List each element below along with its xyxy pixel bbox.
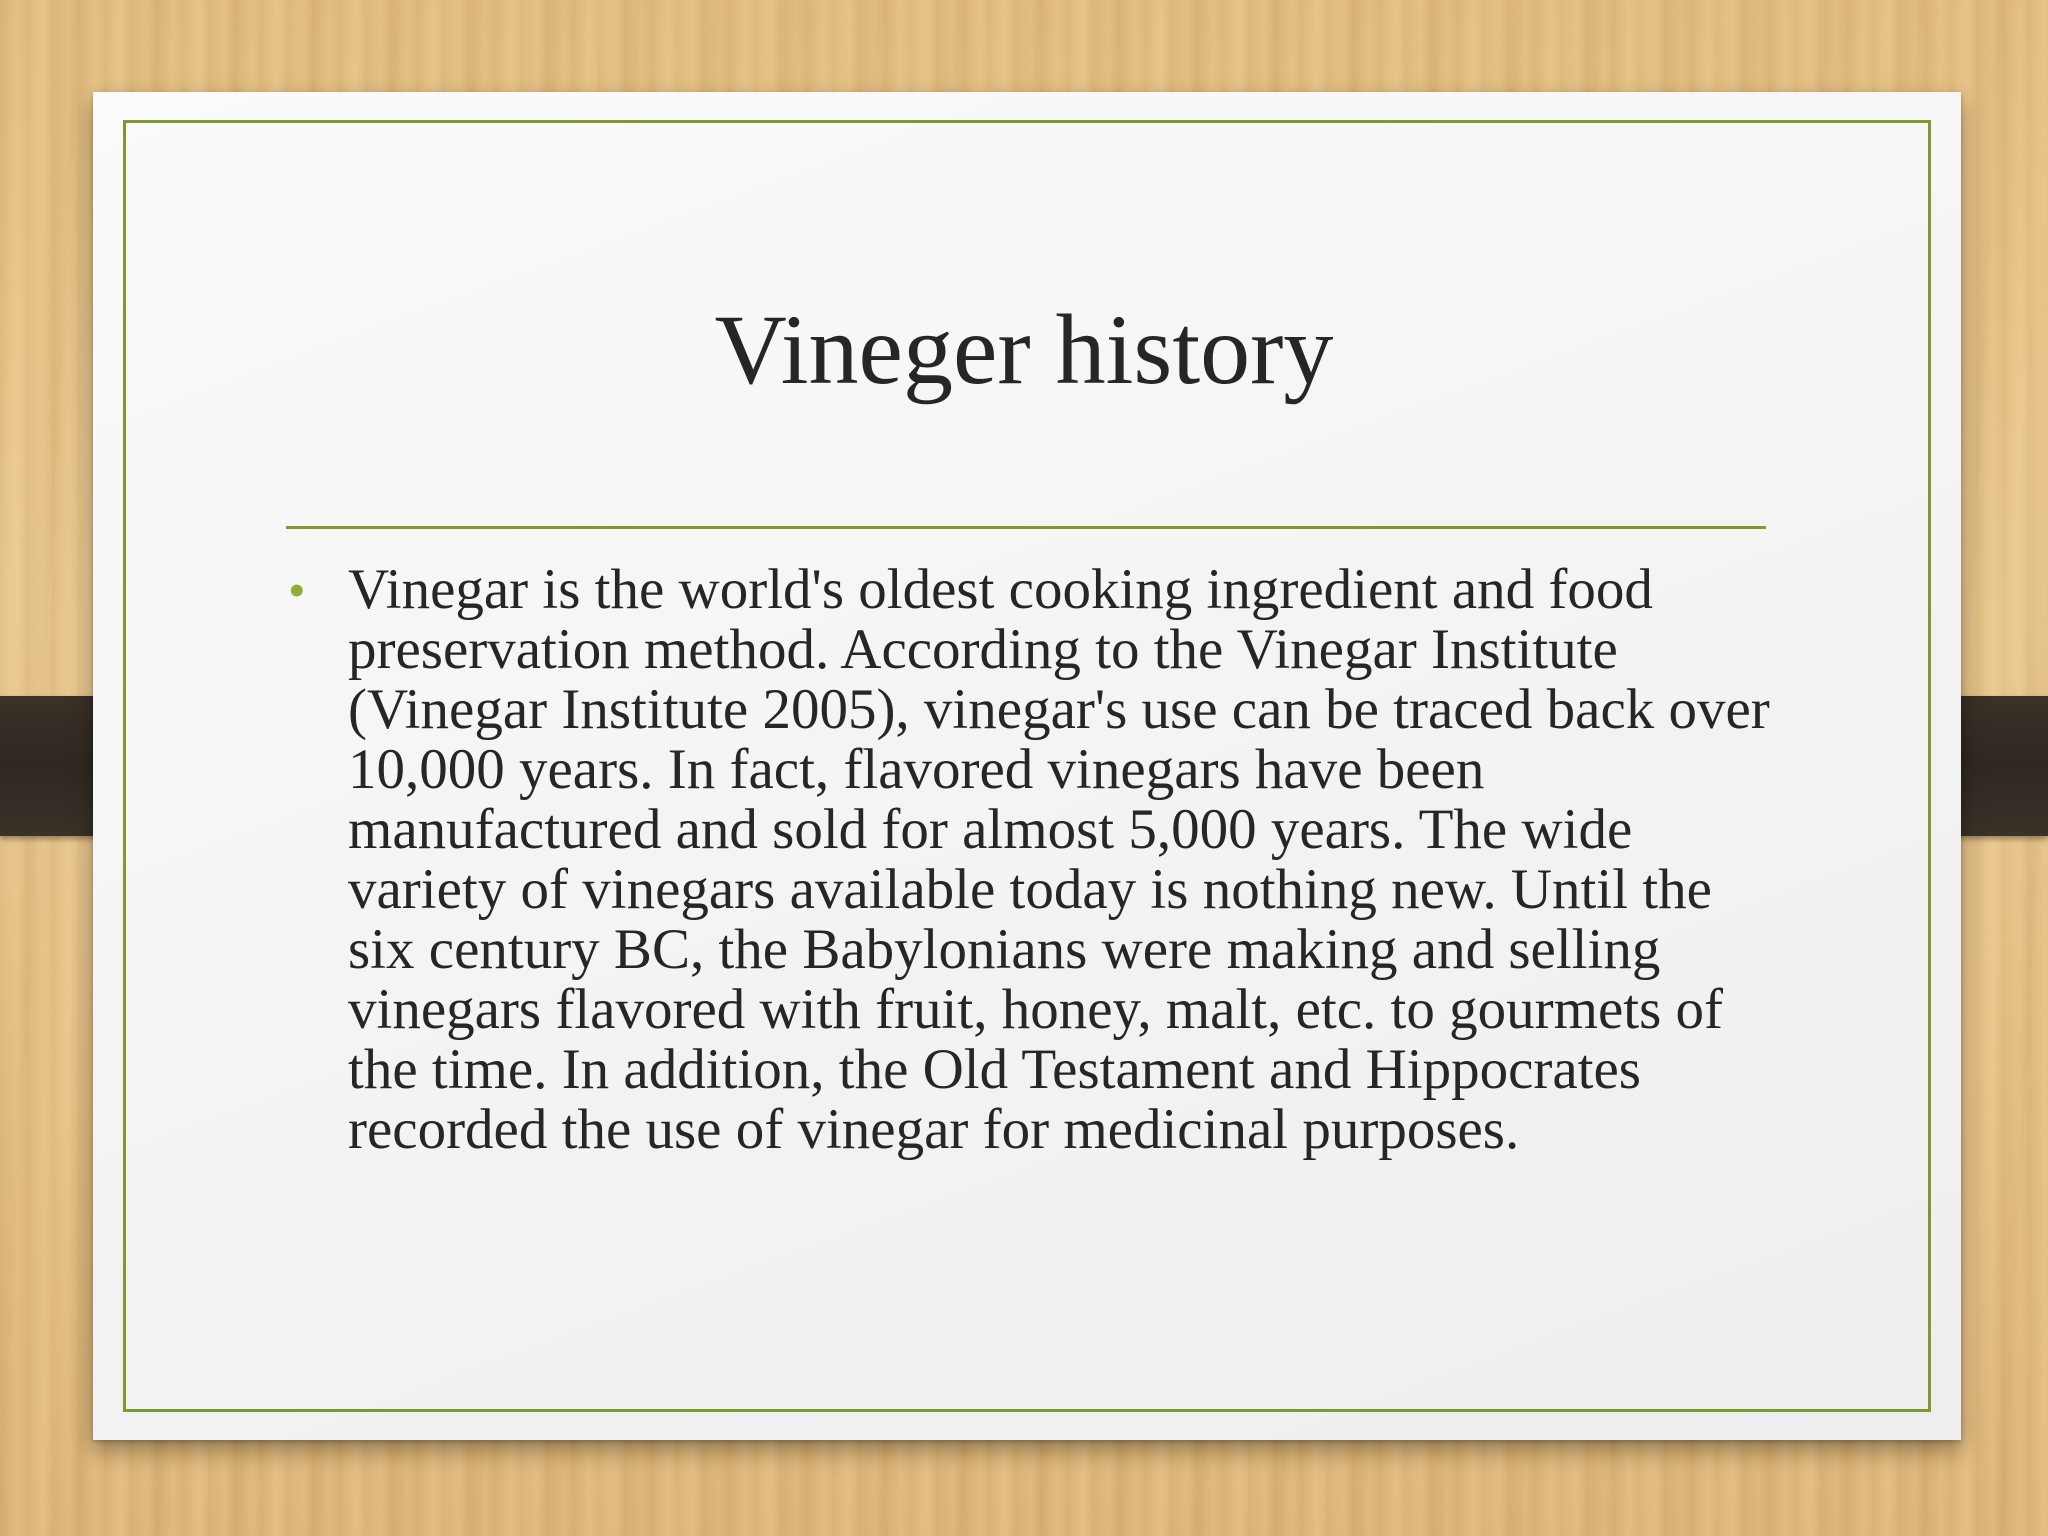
- title-divider: [286, 526, 1766, 529]
- bullet-marker: •: [288, 562, 306, 618]
- bullet-item: [286, 560, 1776, 1160]
- bullet-text: Vinegar is the world's oldest cooking ingredient and food preservation method. According to the Vinegar Institute (Vinegar Institute 2005), vinegar's use can be traced back over 10,000 years. In fact, flavored vinegars have been manufactured and sold for almost 5,000 years. The wide variety of vinegars available today is nothing new. Until the six century BC, the Babylonians were making and selling vinegars flavored with fruit, honey, malt, etc. to gourmets of the time. In addition, the Old Testament and Hippocrates recorded the use of vinegar for medicinal purposes.: [348, 558, 1770, 1161]
- bullet-list: [286, 560, 1776, 1160]
- slide-title: Vineger history: [714, 294, 1334, 405]
